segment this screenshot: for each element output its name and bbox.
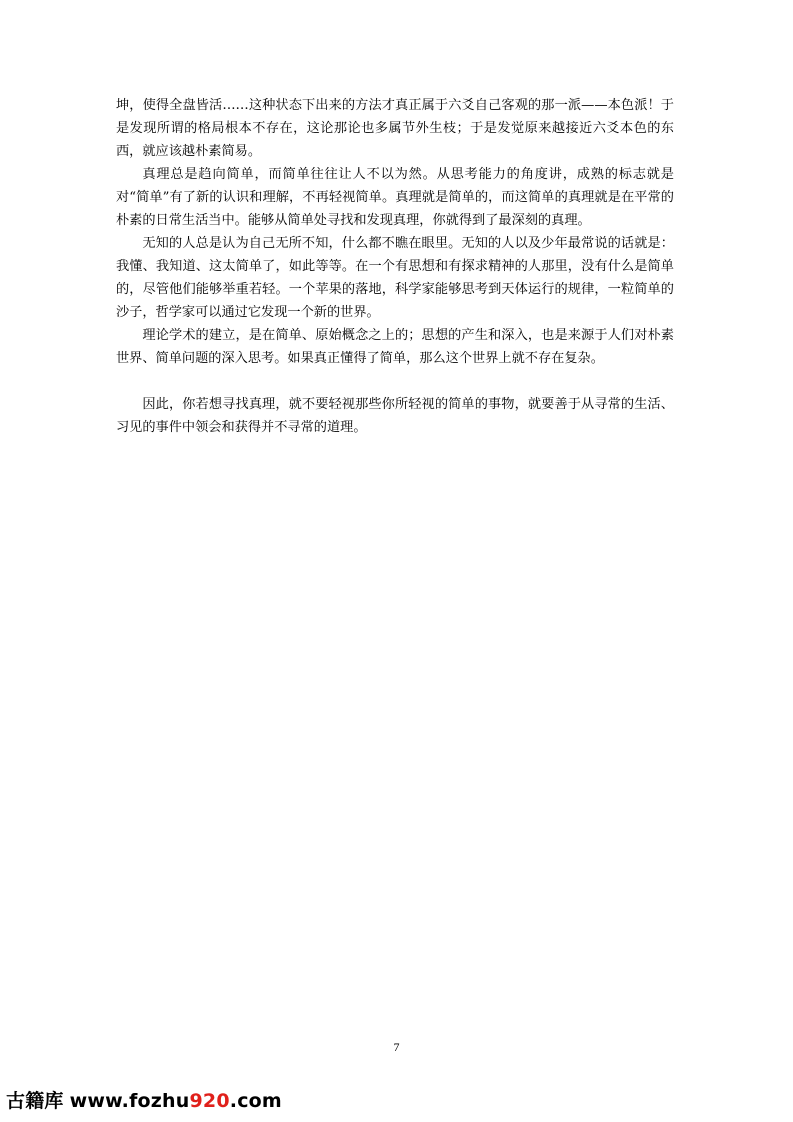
page-number: 7 bbox=[393, 1040, 400, 1054]
paragraph-1: 坤，使得全盘皆活……这种状态下出来的方法才真正属于六爻自己客观的那一派——本色派！于是发现所谓的格局根本不存在，这论那论也多属节外生枝；于是发觉原来越接近六爻本色的东西，就应该越朴素简易。 bbox=[116, 98, 674, 159]
watermark-url-suffix: .com bbox=[229, 1090, 282, 1112]
paragraph-4: 理论学术的建立，是在简单、原始概念之上的；思想的产生和深入，也是来源于人们对朴素世界、简单问题的深入思考。如果真正懂得了简单，那么这个世界上就不存在复杂。 bbox=[116, 328, 674, 366]
paragraph-3: 无知的人总是认为自己无所不知，什么都不瞧在眼里。无知的人以及少年最常说的话就是：我懂、我知道、这太简单了，如此等等。在一个有思想和有探求精神的人那里，没有什么是简单的，尽管他们能够举重若轻。一个苹果的落地，科学家能够思考到天体运行的规律，一粒简单的沙子，哲学家可以通过它发现一个新的世界。 bbox=[116, 236, 674, 320]
document-body bbox=[116, 94, 674, 439]
paragraph-5: 因此，你若想寻找真理，就不要轻视那些你所轻视的简单的事物，就要善于从寻常的生活、习见的事件中领会和获得并不寻常的道理。 bbox=[116, 397, 674, 435]
paragraph-2: 真理总是趋向简单，而简单往往让人不以为然。从思考能力的角度讲，成熟的标志就是对“简单”有了新的认识和理解，不再轻视简单。真理就是简单的，而这简单的真理就是在平常的朴素的日常生活当中。能够从简单处寻找和发现真理，你就得到了最深刻的真理。 bbox=[116, 167, 674, 228]
watermark-brand: 古籍库 bbox=[6, 1090, 64, 1112]
watermark-logo bbox=[6, 1086, 282, 1113]
watermark-url-number: 920 bbox=[189, 1090, 230, 1112]
watermark-url-prefix: www.fozhu bbox=[69, 1090, 190, 1112]
